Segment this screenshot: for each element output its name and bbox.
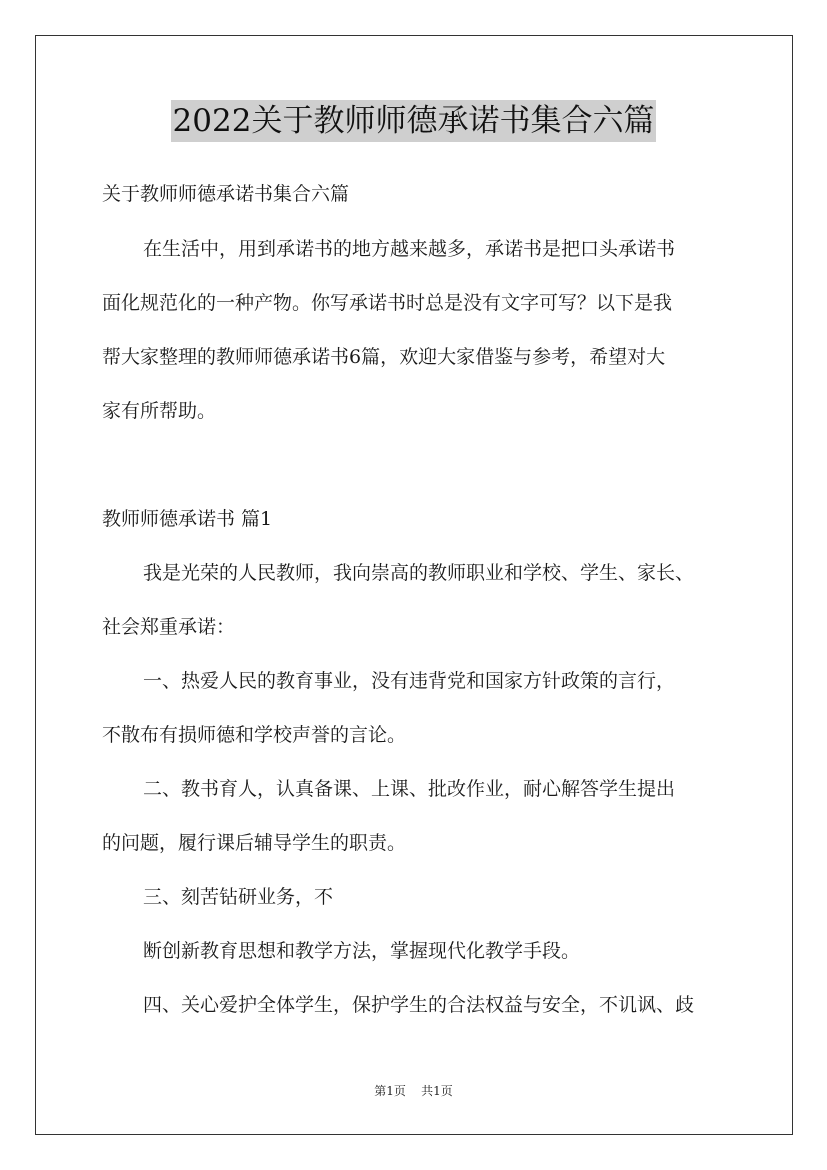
- title-container: [0, 100, 827, 142]
- intro-line-1: 在生活中，用到承诺书的地方越来越多，承诺书是把口头承诺书: [143, 238, 676, 260]
- intro-line-3: 帮大家整理的教师师德承诺书6篇，欢迎大家借鉴与参考，希望对大: [102, 346, 666, 368]
- total-pages-label: 共1页: [421, 1084, 453, 1098]
- body-line-4: 不散布有损师德和学校声誉的言论。: [102, 724, 407, 746]
- body-line-8: 断创新教育思想和教学方法，掌握现代化教学手段。: [143, 940, 581, 962]
- body-line-3: 一、热爱人民的教育事业，没有违背党和国家方针政策的言行，: [143, 670, 676, 692]
- page-number-label: 第1页: [374, 1084, 406, 1098]
- section-heading: 教师师德承诺书 篇1: [102, 508, 273, 530]
- document-subtitle: 关于教师师德承诺书集合六篇: [102, 183, 350, 205]
- body-line-9: 四、关心爱护全体学生，保护学生的合法权益与安全，不讥讽、歧: [143, 994, 695, 1016]
- intro-line-2: 面化规范化的一种产物。你写承诺书时总是没有文字可写？以下是我: [102, 292, 673, 314]
- page-footer: [0, 1083, 827, 1099]
- body-line-2: 社会郑重承诺：: [102, 616, 236, 638]
- intro-line-4: 家有所帮助。: [102, 400, 217, 422]
- body-line-6: 的问题，履行课后辅导学生的职责。: [102, 832, 407, 854]
- body-line-5: 二、教书育人，认真备课、上课、批改作业，耐心解答学生提出: [143, 778, 676, 800]
- body-line-7: 三、刻苦钻研业务，不: [143, 886, 334, 908]
- body-line-1: 我是光荣的人民教师，我向崇高的教师职业和学校、学生、家长、: [143, 562, 695, 584]
- document-title: 2022关于教师师德承诺书集合六篇: [171, 100, 657, 142]
